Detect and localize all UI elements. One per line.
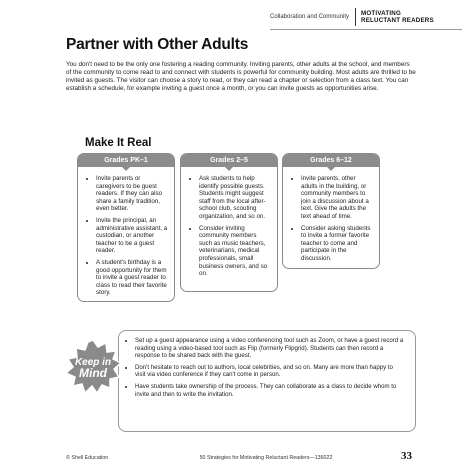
- badge-burst-icon: [64, 338, 122, 396]
- list-item: • Consider asking students to invite a former favorite teacher to come and participate in the discussion.: [301, 225, 373, 263]
- list-item: • Ask students to help identify possible guests. Students might suggest staff from the local after-school club, scouting organization, and so on.: [199, 175, 271, 221]
- list-item: • Consider inviting community members such as music teachers, veterinarians, medical professionals, small business owners, and so on.: [199, 225, 271, 278]
- page-title: Partner with Other Adults: [66, 36, 249, 53]
- grade-card-title: Grades PK–1: [78, 154, 174, 167]
- list-item: • Invite the principal, an administrative assistant, a custodian, or another teacher to be a guest reader.: [96, 217, 168, 255]
- copyright: © Shell Education: [66, 455, 109, 461]
- grade-card-title: Grades 6–12: [283, 154, 379, 167]
- keep-in-mind-list: [119, 331, 415, 398]
- book-title-footer: 50 Strategies for Motivating Reluctant Readers—136022: [199, 455, 333, 461]
- card-pointer: [121, 166, 131, 171]
- book-tag-line2: RELUCTANT READERS: [361, 17, 434, 24]
- keep-in-mind-box: [118, 330, 416, 432]
- badge-line2: Mind: [79, 366, 107, 380]
- keep-in-mind-badge: [64, 338, 122, 396]
- list-item: • Set up a guest appearance using a video conferencing tool such as Zoom, or have a guest record a reading using a video-based tool such as Flip (formerly Flipgrid). Students can then record a response to be shared back with the guest.: [135, 337, 405, 360]
- grade-card-title: Grades 2–5: [181, 154, 277, 167]
- list-item: • Have students take ownership of the process. They can collaborate as a class to decide whom to invite and then to write the invitation.: [135, 383, 405, 398]
- section-name: Collaboration and Community: [270, 14, 350, 20]
- grade-card-list: [78, 167, 174, 302]
- grade-card-pk-1: [77, 153, 175, 302]
- intro-paragraph: You don't need to be the only one fostering a reading community. Inviting parents, other adults at the school, and members of the community to come read to and connect with students is powerful for community building. Most adults are thrilled to be invited as guests. The visitor can choose a story to read, or they can read a chapter or selection from a class text. You can establish a schedule, for example inviting a guest once a month, or you can invite guests as opportunities arise.: [66, 61, 416, 93]
- book-tag-line1: MOTIVATING: [361, 9, 401, 17]
- grade-card-6-12: [282, 153, 380, 269]
- card-pointer: [326, 166, 336, 171]
- badge-line1: Keep in: [74, 357, 112, 368]
- grade-card-2-5: [180, 153, 278, 292]
- make-it-real-heading: Make It Real: [85, 137, 152, 149]
- list-item: • Invite parents or caregivers to be guest readers. If they can also share a family tradition, even better.: [96, 175, 168, 213]
- grade-card-list: [283, 167, 379, 269]
- list-item: • Invite parents, other adults in the building, or community members to join a discussion about a text. Give the adults the text ahead of time.: [301, 175, 373, 221]
- book-tag: [356, 10, 434, 24]
- page-number: 33: [401, 450, 412, 462]
- header-rule: [270, 29, 462, 30]
- running-header: [270, 6, 462, 28]
- list-item: • A student's birthday is a good opportunity for them to invite a guest reader to class to read their favorite story.: [96, 259, 168, 297]
- grade-card-list: [181, 167, 277, 288]
- card-pointer: [224, 166, 234, 171]
- list-item: • Don't hesitate to reach out to authors, local celebrities, and so on. Many are more than happy to visit via video conference if they can't come in person.: [135, 364, 405, 379]
